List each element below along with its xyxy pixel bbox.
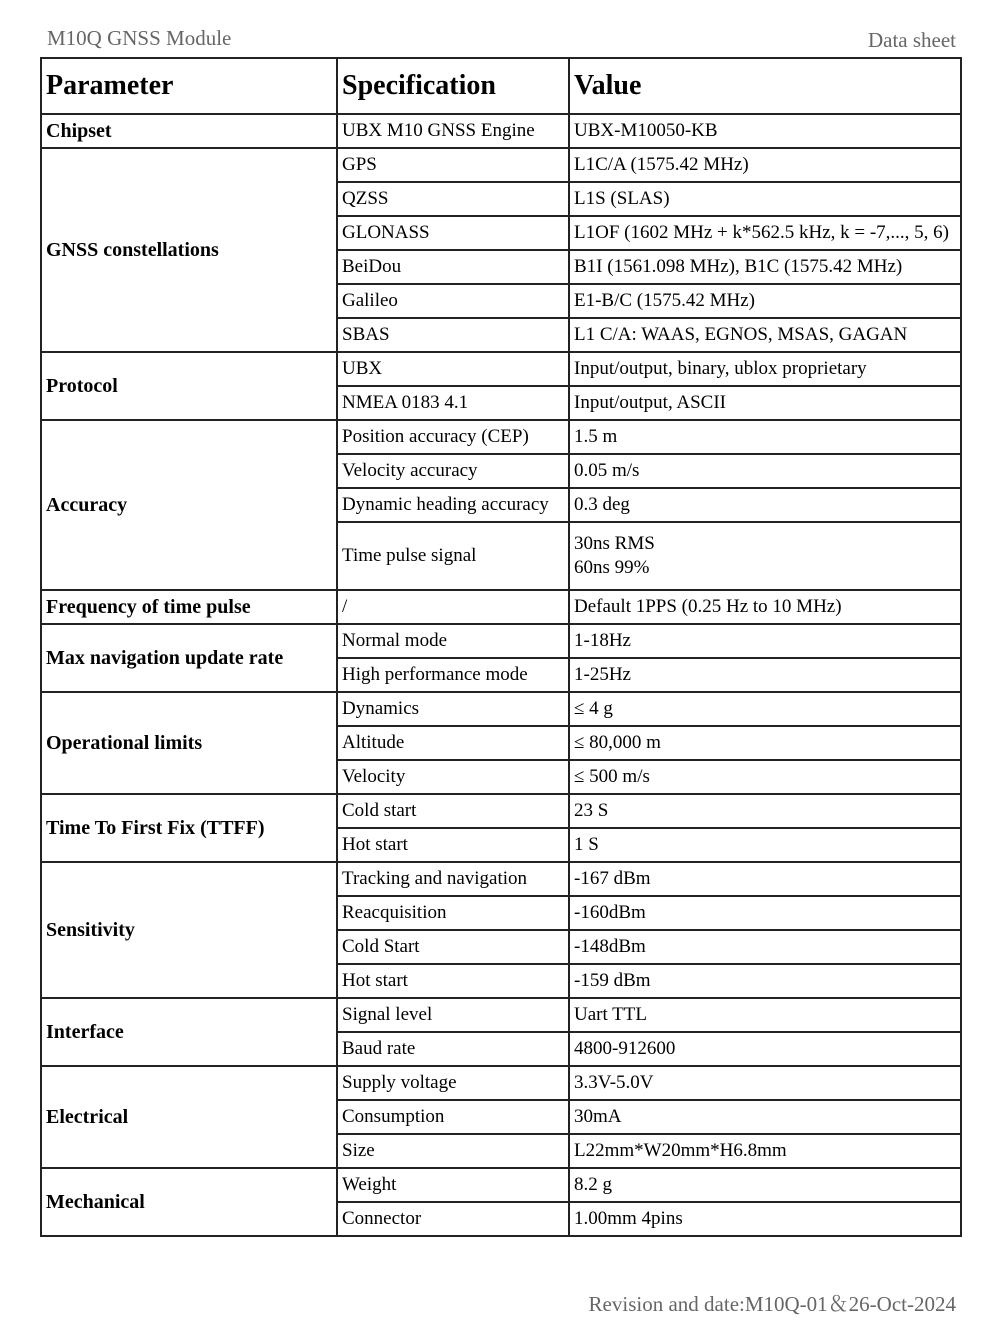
- specification-cell: High performance mode: [337, 658, 569, 692]
- value-cell: Uart TTL: [569, 998, 961, 1032]
- column-header-value: Value: [569, 58, 961, 114]
- value-cell: L1C/A (1575.42 MHz): [569, 148, 961, 182]
- value-cell: E1-B/C (1575.42 MHz): [569, 284, 961, 318]
- value-cell: UBX-M10050-KB: [569, 114, 961, 148]
- table-row: [41, 420, 961, 454]
- value-cell: 8.2 g: [569, 1168, 961, 1202]
- value-cell: -159 dBm: [569, 964, 961, 998]
- table-row: [41, 998, 961, 1032]
- revision-footer: Revision and date:M10Q-01＆26-Oct-2024: [588, 1292, 956, 1316]
- specification-cell: Size: [337, 1134, 569, 1168]
- specification-cell: GLONASS: [337, 216, 569, 250]
- parameter-cell: Electrical: [41, 1066, 337, 1168]
- specification-cell: UBX M10 GNSS Engine: [337, 114, 569, 148]
- specification-cell: Dynamics: [337, 692, 569, 726]
- value-cell: 1-18Hz: [569, 624, 961, 658]
- table-row: [41, 862, 961, 896]
- table-row: [41, 692, 961, 726]
- value-cell: L1 C/A: WAAS, EGNOS, MSAS, GAGAN: [569, 318, 961, 352]
- table-row: [41, 148, 961, 182]
- value-cell: 23 S: [569, 794, 961, 828]
- value-cell: [569, 216, 961, 250]
- spec-table: [40, 57, 962, 1237]
- specification-cell: UBX: [337, 352, 569, 386]
- specification-cell: Position accuracy (CEP): [337, 420, 569, 454]
- specification-cell: Velocity accuracy: [337, 454, 569, 488]
- value-line: 60ns 99%: [574, 557, 650, 578]
- specification-cell: Hot start: [337, 964, 569, 998]
- value-cell: 0.3 deg: [569, 488, 961, 522]
- parameter-cell: Sensitivity: [41, 862, 337, 998]
- table-row: [41, 114, 961, 148]
- parameter-cell: Accuracy: [41, 420, 337, 590]
- specification-cell: Signal level: [337, 998, 569, 1032]
- specification-cell: Tracking and navigation: [337, 862, 569, 896]
- specification-cell: Connector: [337, 1202, 569, 1236]
- value-cell: 0.05 m/s: [569, 454, 961, 488]
- value-cell: 1.5 m: [569, 420, 961, 454]
- table-header-row: [41, 58, 961, 114]
- specification-cell: Baud rate: [337, 1032, 569, 1066]
- specification-cell: /: [337, 590, 569, 624]
- value-text: L1OF (1602 MHz + k*562.5 kHz, k = -7,..., 5, 6): [574, 222, 950, 243]
- specification-cell: NMEA 0183 4.1: [337, 386, 569, 420]
- table-row: [41, 590, 961, 624]
- value-cell: Input/output, binary, ublox proprietary: [569, 352, 961, 386]
- parameter-cell: Time To First Fix (TTFF): [41, 794, 337, 862]
- parameter-cell: Protocol: [41, 352, 337, 420]
- value-cell: ≤ 80,000 m: [569, 726, 961, 760]
- specification-cell: GPS: [337, 148, 569, 182]
- parameter-cell: Chipset: [41, 114, 337, 148]
- specification-cell: Hot start: [337, 828, 569, 862]
- value-cell: -167 dBm: [569, 862, 961, 896]
- specification-cell: Cold start: [337, 794, 569, 828]
- specification-cell: Velocity: [337, 760, 569, 794]
- parameter-cell: Interface: [41, 998, 337, 1066]
- parameter-cell: GNSS constellations: [41, 148, 337, 352]
- parameter-cell: Max navigation update rate: [41, 624, 337, 692]
- specification-cell: Consumption: [337, 1100, 569, 1134]
- value-cell: ≤ 4 g: [569, 692, 961, 726]
- doc-type: Data sheet: [867, 28, 956, 52]
- specification-cell: Dynamic heading accuracy: [337, 488, 569, 522]
- specification-cell: Altitude: [337, 726, 569, 760]
- specification-cell: BeiDou: [337, 250, 569, 284]
- specification-cell: Cold Start: [337, 930, 569, 964]
- specification-cell: Normal mode: [337, 624, 569, 658]
- value-cell: Input/output, ASCII: [569, 386, 961, 420]
- table-row: [41, 352, 961, 386]
- specification-cell: Weight: [337, 1168, 569, 1202]
- value-cell: -148dBm: [569, 930, 961, 964]
- table-row: [41, 1168, 961, 1202]
- parameter-cell: Operational limits: [41, 692, 337, 794]
- column-header-specification: Specification: [337, 58, 569, 114]
- column-header-parameter: Parameter: [41, 58, 337, 114]
- doc-title: M10Q GNSS Module: [47, 26, 232, 50]
- value-cell: 4800-912600: [569, 1032, 961, 1066]
- parameter-cell: Frequency of time pulse: [41, 590, 337, 624]
- value-cell: Default 1PPS (0.25 Hz to 10 MHz): [569, 590, 961, 624]
- value-cell: 1 S: [569, 828, 961, 862]
- value-cell: 1.00mm 4pins: [569, 1202, 961, 1236]
- value-line: 30ns RMS: [574, 533, 655, 554]
- specification-cell: Supply voltage: [337, 1066, 569, 1100]
- specification-cell: SBAS: [337, 318, 569, 352]
- value-cell: ≤ 500 m/s: [569, 760, 961, 794]
- value-cell: L22mm*W20mm*H6.8mm: [569, 1134, 961, 1168]
- table-row: [41, 624, 961, 658]
- value-cell: 3.3V-5.0V: [569, 1066, 961, 1100]
- parameter-cell: Mechanical: [41, 1168, 337, 1236]
- specification-cell: QZSS: [337, 182, 569, 216]
- specification-cell: Galileo: [337, 284, 569, 318]
- table-row: [41, 1066, 961, 1100]
- table-body: [41, 114, 961, 1236]
- value-cell: -160dBm: [569, 896, 961, 930]
- value-cell: [569, 522, 961, 590]
- specification-cell: Time pulse signal: [337, 522, 569, 590]
- value-cell: B1I (1561.098 MHz), B1C (1575.42 MHz): [569, 250, 961, 284]
- value-cell: L1S (SLAS): [569, 182, 961, 216]
- specification-cell: Reacquisition: [337, 896, 569, 930]
- value-cell: 1-25Hz: [569, 658, 961, 692]
- table-row: [41, 794, 961, 828]
- value-cell: 30mA: [569, 1100, 961, 1134]
